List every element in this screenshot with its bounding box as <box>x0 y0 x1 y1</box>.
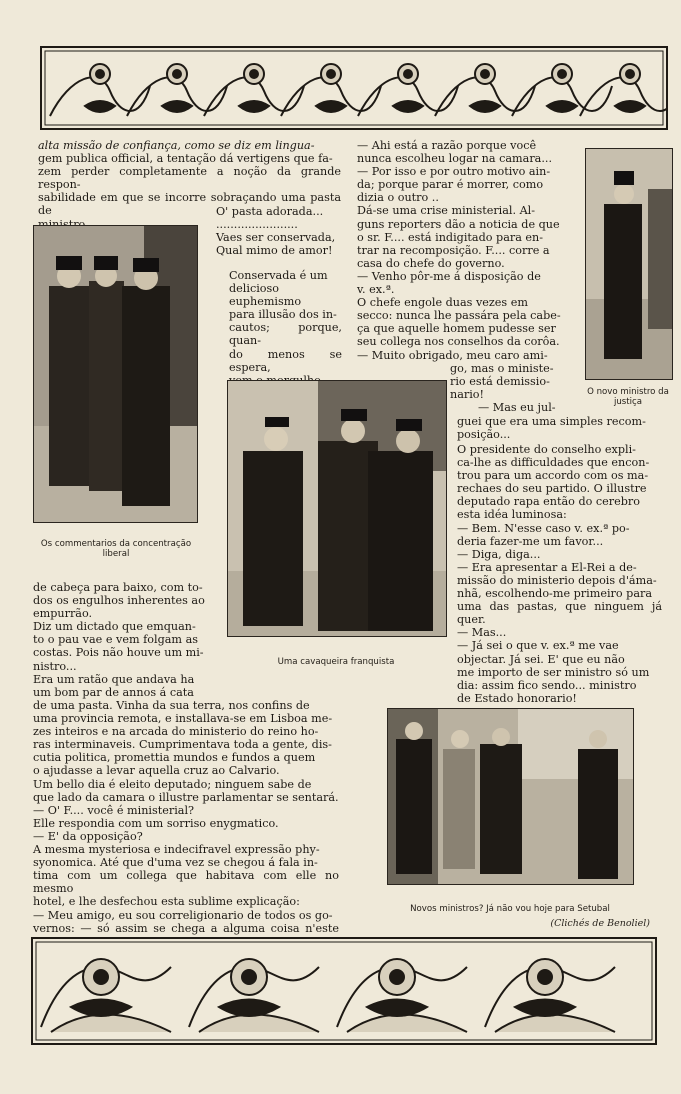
article-column-3-wide <box>457 415 661 441</box>
verse-block <box>216 205 342 257</box>
text-line: do menos se espera, <box>229 347 342 374</box>
text-line: rio está demissio- <box>450 375 550 389</box>
text-line: nunca escolheu logar na camara... <box>357 152 553 166</box>
article-column-1-bottom <box>33 581 209 699</box>
text-line: posição... <box>457 428 511 442</box>
text-line: Um bello dia é eleito deputado; ninguem sabe de <box>33 777 312 791</box>
text-line: trou para um accordo com os ma- <box>457 469 649 483</box>
text-line: — Mas eu jul- <box>478 401 556 415</box>
text-line: hotel, e lhe desfechou esta sublime explicação: <box>33 895 300 909</box>
text-line: nistro... <box>33 659 77 673</box>
text-line: uma provincia remota, e installava-se em Lisboa me- <box>33 712 333 726</box>
text-line: — Bem. N'esse caso v. ex.ª po- <box>457 521 630 535</box>
caption-photo-4: Novos ministros? Já não vou hoje para Setubal <box>410 904 610 914</box>
text-line: deria fazer-me um favor... <box>457 534 604 548</box>
text-line: o sr. F.... está indigitado para en- <box>357 230 544 244</box>
top-ornament-banner <box>40 46 668 130</box>
text-line: to o pau vae e vem folgam as <box>33 633 198 647</box>
text-line: seu collega nos conselhos da corôa. <box>357 335 560 349</box>
text-line: ca-lhe as difficuldades que encon- <box>457 456 650 470</box>
text-line: gem publica official, a tentação dá vertigens que fa- <box>38 152 333 166</box>
text-line: delicioso euphemismo <box>229 282 302 309</box>
text-line: deputado rapa então do cerebro <box>457 495 641 509</box>
text-line: ras interminaveis. Cumprimentava toda a gente, dis- <box>33 738 332 752</box>
text-line: O presidente do conselho expli- <box>457 443 636 456</box>
text-line: Dá-se uma crise ministerial. Al- <box>357 204 536 218</box>
text-line: sabilidade em que se incorre sobraçando uma pasta de <box>38 191 341 218</box>
text-line: objectar. Já sei. E' que eu não <box>457 652 625 666</box>
article-column-3-top <box>357 139 573 362</box>
text-line: de cabeça para baixo, com to- <box>33 581 203 594</box>
text-line: vernos: — só assim se chega a alguma coisa n'este <box>33 921 339 935</box>
caption-photo-1: Os commentarios da concentração liberal <box>40 539 192 559</box>
text-line: O chefe engole duas vezes em <box>357 296 528 310</box>
text-line: guei que era uma simples recom- <box>457 415 646 428</box>
verse-line: Qual mimo de amor! <box>216 244 333 258</box>
article-column-1-wide <box>33 699 339 948</box>
text-line: secco: nunca lhe passára pela cabe- <box>357 309 561 323</box>
caption-photo-3: O novo ministro da justiça <box>587 387 669 407</box>
photo-commentarios <box>33 225 198 523</box>
text-line: — Mas... <box>457 626 507 640</box>
text-line: de Estado honorario! <box>457 691 577 705</box>
text-line: para illusão dos in- <box>229 308 337 322</box>
article-column-3-bottom <box>457 443 662 705</box>
text-line: guns reporters dão a noticia de que <box>357 217 560 231</box>
photo-ministro-justica <box>585 148 673 380</box>
text-line: — O' F.... você é ministerial? <box>33 803 195 817</box>
text-line: dizia o outro .. <box>357 191 439 205</box>
text-line: — Ahi está a razão porque você <box>357 139 537 152</box>
text-line: nhã, escolhendo-me primeiro para <box>457 587 653 601</box>
text-line: — E' da opposição? <box>33 829 143 843</box>
text-line: nario! <box>450 388 485 402</box>
text-line: v. ex.ª. <box>357 283 395 297</box>
bottom-ornament-banner <box>31 937 657 1045</box>
text-line: zes inteiros e na arcada do ministerio do reino ho- <box>33 725 319 739</box>
verse-line: Vaes ser conservada, <box>216 231 336 245</box>
text-line: Era um ratão que andava ha <box>33 672 195 686</box>
text-line: dia: assim fico sendo... ministro <box>457 678 637 692</box>
text-line: — Já sei o que v. ex.ª me vae <box>457 639 619 653</box>
text-line: — Venho pôr-me á disposição de <box>357 269 541 283</box>
photo-credit: (Clichés de Benoliel) <box>550 918 650 929</box>
text-line: esta idéa luminosa: <box>457 508 567 522</box>
photo-novos-ministros <box>387 708 634 885</box>
text-line: da; porque parar é morrer, como <box>357 178 544 192</box>
text-line: zem perder completamente a noção da grande respon- <box>38 165 341 192</box>
text-line: Conservada é um <box>229 269 328 282</box>
text-line: alta missão de confiança, como se diz em lingua- <box>38 139 315 152</box>
text-line: syonomica. Até que d'uma vez se chegou á fala in- <box>33 856 318 870</box>
verse-line: O' pasta adorada... <box>216 205 324 218</box>
text-line: me importo de ser ministro só um <box>457 665 650 679</box>
text-line: costas. Pois não houve um mi- <box>33 646 204 660</box>
text-line: missão do ministerio depois d'áma- <box>457 573 657 587</box>
text-line: rechaes do seu partido. O illustre <box>457 482 647 496</box>
text-line: cautos; porque, quan- <box>229 321 342 348</box>
photo-cavaqueira <box>227 380 447 637</box>
text-line: casa do chefe do governo. <box>357 256 505 270</box>
text-line: — Muito obrigado, meu caro ami- <box>357 348 548 362</box>
article-column-3-narrow <box>450 362 572 414</box>
verse-line: ....................... <box>216 218 298 232</box>
text-line: Elle respondia com um sorriso enygmatico. <box>33 816 279 830</box>
text-line: uma das pastas, que ninguem já quer. <box>457 600 662 627</box>
text-line: cutia politica, promettia mundos e fundos a quem <box>33 751 316 765</box>
text-line: empurrão. <box>33 607 93 621</box>
text-line: — Era apresentar a El-Rei a de- <box>457 560 637 574</box>
text-line: — Diga, diga... <box>457 547 541 561</box>
text-line: que lado da camara o illustre parlamentar se sentará. <box>33 790 339 804</box>
caption-photo-2: Uma cavaqueira franquista <box>277 657 395 667</box>
text-line: — Por isso e por outro motivo ain- <box>357 165 551 179</box>
text-line: de uma pasta. Vinha da sua terra, nos confins de <box>33 699 310 712</box>
text-line: tima com um collega que habitava com elle no mesmo <box>33 869 339 896</box>
text-line: dos os engulhos inherentes ao <box>33 594 205 608</box>
text-line: o ajudasse a levar aquella cruz ao Calvario. <box>33 764 280 778</box>
text-line: — Meu amigo, eu sou correligionario de todos os go- <box>33 908 333 922</box>
text-line: A mesma mysteriosa e indecifravel expressão phy- <box>33 843 320 857</box>
text-line: Diz um dictado que emquan- <box>33 620 196 634</box>
text-line: um bom par de annos á cata <box>33 685 194 699</box>
text-line: trar na recomposição. F.... corre a <box>357 243 550 257</box>
text-line: ça que aquelle homem pudesse ser <box>357 322 556 336</box>
text-line: go, mas o ministe- <box>450 362 554 375</box>
